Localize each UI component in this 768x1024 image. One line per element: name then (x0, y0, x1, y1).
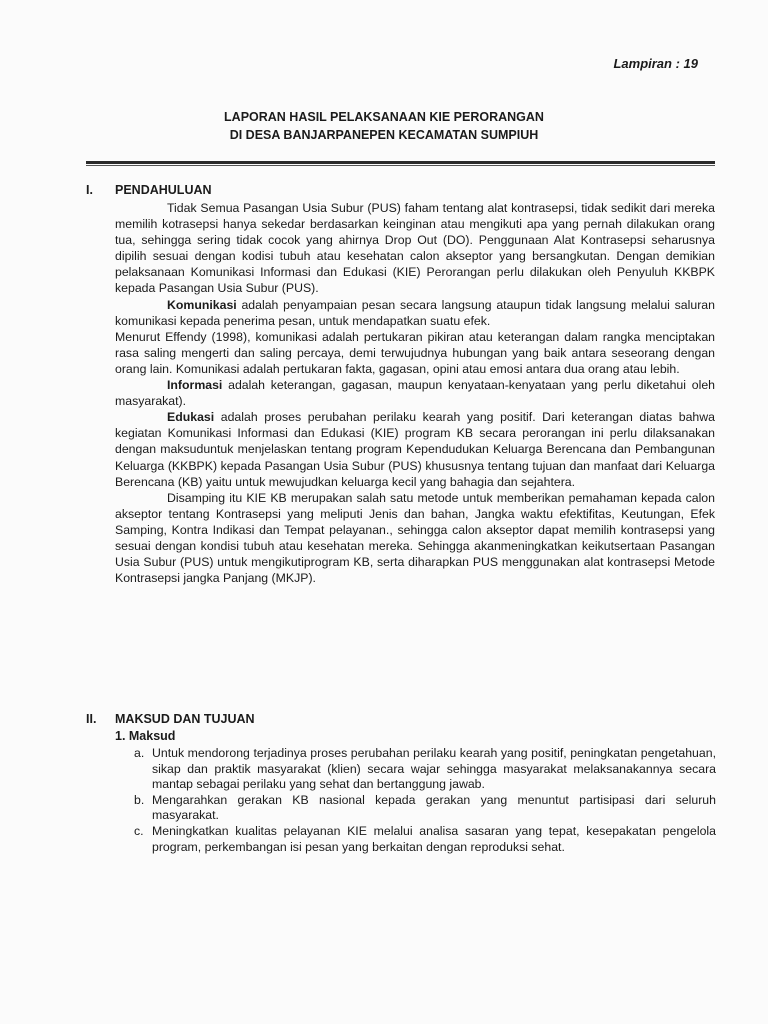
title-line-2: DI DESA BANJARPANEPEN KECAMATAN SUMPIUH (229, 128, 539, 142)
paragraph-komunikasi (115, 297, 715, 329)
list-item (134, 824, 716, 855)
paragraph-effendy: Menurut Effendy (1998), komunikasi adalah pertukaran pikiran atau keterangan dalam rangka menciptakan rasa saling mengerti dan saling percaya, demi terwujudnya hubungan yang baik antara seseorang dengan orang lain. Komunikasi adalah pertukaran fakta, gagasan, opini atau emosi antara dua orang atau lebih. (115, 329, 715, 376)
list-item-label: a. (134, 746, 145, 760)
paragraph-edukasi (115, 409, 715, 489)
title-line-1: LAPORAN HASIL PELAKSANAAN KIE PERORANGAN (224, 110, 544, 124)
title-divider-thick (86, 161, 715, 164)
list-item-text: Meningkatkan kualitas pelayanan KIE melalui analisa sasaran yang tepat, kesepakatan pengelola program, perkembangan isi pesan yang berkaitan dengan reproduksi sehat. (152, 823, 716, 854)
list-item-text: Mengarahkan gerakan KB nasional kepada gerakan yang menuntut partisipasi dari seluruh masyarakat. (152, 792, 716, 823)
definition-edukasi: adalah proses perubahan perilaku kearah yang positif. Dari keterangan diatas bahwa kegiatan Komunikasi Informasi dan Edukasi (KIE) program KB secara perorangan ini perlu dilaksanakan dengan maksuduntuk menjelaskan tentang program Kependudukan Keluarga Berencana dan Pembangunan Keluarga (KKBPK) kepada Pasangan Usia Subur (PUS) khususnya tentang tujuan dan manfaat dari Keluarga Berencana (KB) yaitu untuk mewujudkan keluarga kecil yang bahagia dan sejahtera. (115, 410, 715, 489)
list-item-label: c. (134, 823, 144, 838)
attachment-number: Lampiran : 19 (613, 56, 698, 71)
definition-komunikasi: adalah penyampaian pesan secara langsung ataupun tidak langsung melalui saluran komunikasi kepada penerima pesan, untuk mendapatkan suatu efek. (115, 297, 715, 328)
paragraph-informasi (115, 377, 715, 409)
definition-informasi: adalah keterangan, gagasan, maupun kenyataan-kenyataan yang perlu diketahui oleh masyarakat). (115, 378, 715, 409)
section-1-body (115, 200, 715, 586)
section-1-number: I. (86, 183, 93, 197)
term-edukasi: Edukasi (167, 410, 215, 425)
term-komunikasi: Komunikasi (167, 297, 237, 312)
title-divider-thin (86, 165, 715, 166)
term-informasi: Informasi (167, 378, 223, 393)
list-item-label: b. (134, 792, 145, 807)
section-2-title: MAKSUD DAN TUJUAN (115, 712, 255, 726)
list-item-text: Untuk mendorong terjadinya proses perubahan perilaku kearah yang positif, peningkatan pengetahuan, sikap dan praktik masyarakat (klien) secara wajar sehingga masyarakat melaksanakannya secara mantap sebagai perilaku yang sehat dan bertanggung jawab. (152, 746, 716, 792)
section-1-title: PENDAHULUAN (115, 183, 212, 197)
subsection-maksud-heading: 1. Maksud (115, 729, 176, 743)
paragraph-intro: Tidak Semua Pasangan Usia Subur (PUS) faham tentang alat kontrasepsi, tidak sedikit dari mereka memilih kotrasepsi hanya sekedar berdasarkan keinginan atau mengikuti apa yang pernah dilakukan orang tua, sehingga sering tidak cocok yang ahirnya Drop Out (DO). Penggunaan Alat Kontrasepsi seharusnya dipilih sesuai dengan kodisi tubuh atau kesehatan calon akseptor yang bersangkutan. Dengan demikian pelaksanaan Komunikasi Informasi dan Edukasi (KIE) Perorangan perlu dilakukan oleh Penyuluh KKBPK kepada Pasangan Usia Subur (PUS). (115, 201, 715, 296)
section-1-heading (86, 183, 212, 197)
list-item (134, 793, 716, 824)
section-2-heading (86, 712, 255, 726)
maksud-list (134, 746, 716, 855)
paragraph-kie-kb: Disamping itu KIE KB merupakan salah satu metode untuk memberikan pemahaman kepada calon akseptor tentang Kontrasepsi yang meliputi Jenis dan bahan, Jangka waktu efektifitas, Keutungan, Efek Samping, Kontra Indikasi dan Tempat pelayanan., sehingga calon akseptor dapat memilih kontrasepsi yang sesuai dengan kondisi tubuh atau kesehatan mereka. Sehingga akanmeningkatkan keikutsertaan Pasangan Usia Subur (PUS) untuk mengikutiprogram KB, serta diharapkan PUS menggunakan alat kontrasepsi Metode Kontrasepsi jangka Panjang (MKJP). (115, 490, 715, 586)
report-title (0, 108, 768, 144)
section-2-number: II. (86, 712, 97, 726)
list-item (134, 746, 716, 793)
